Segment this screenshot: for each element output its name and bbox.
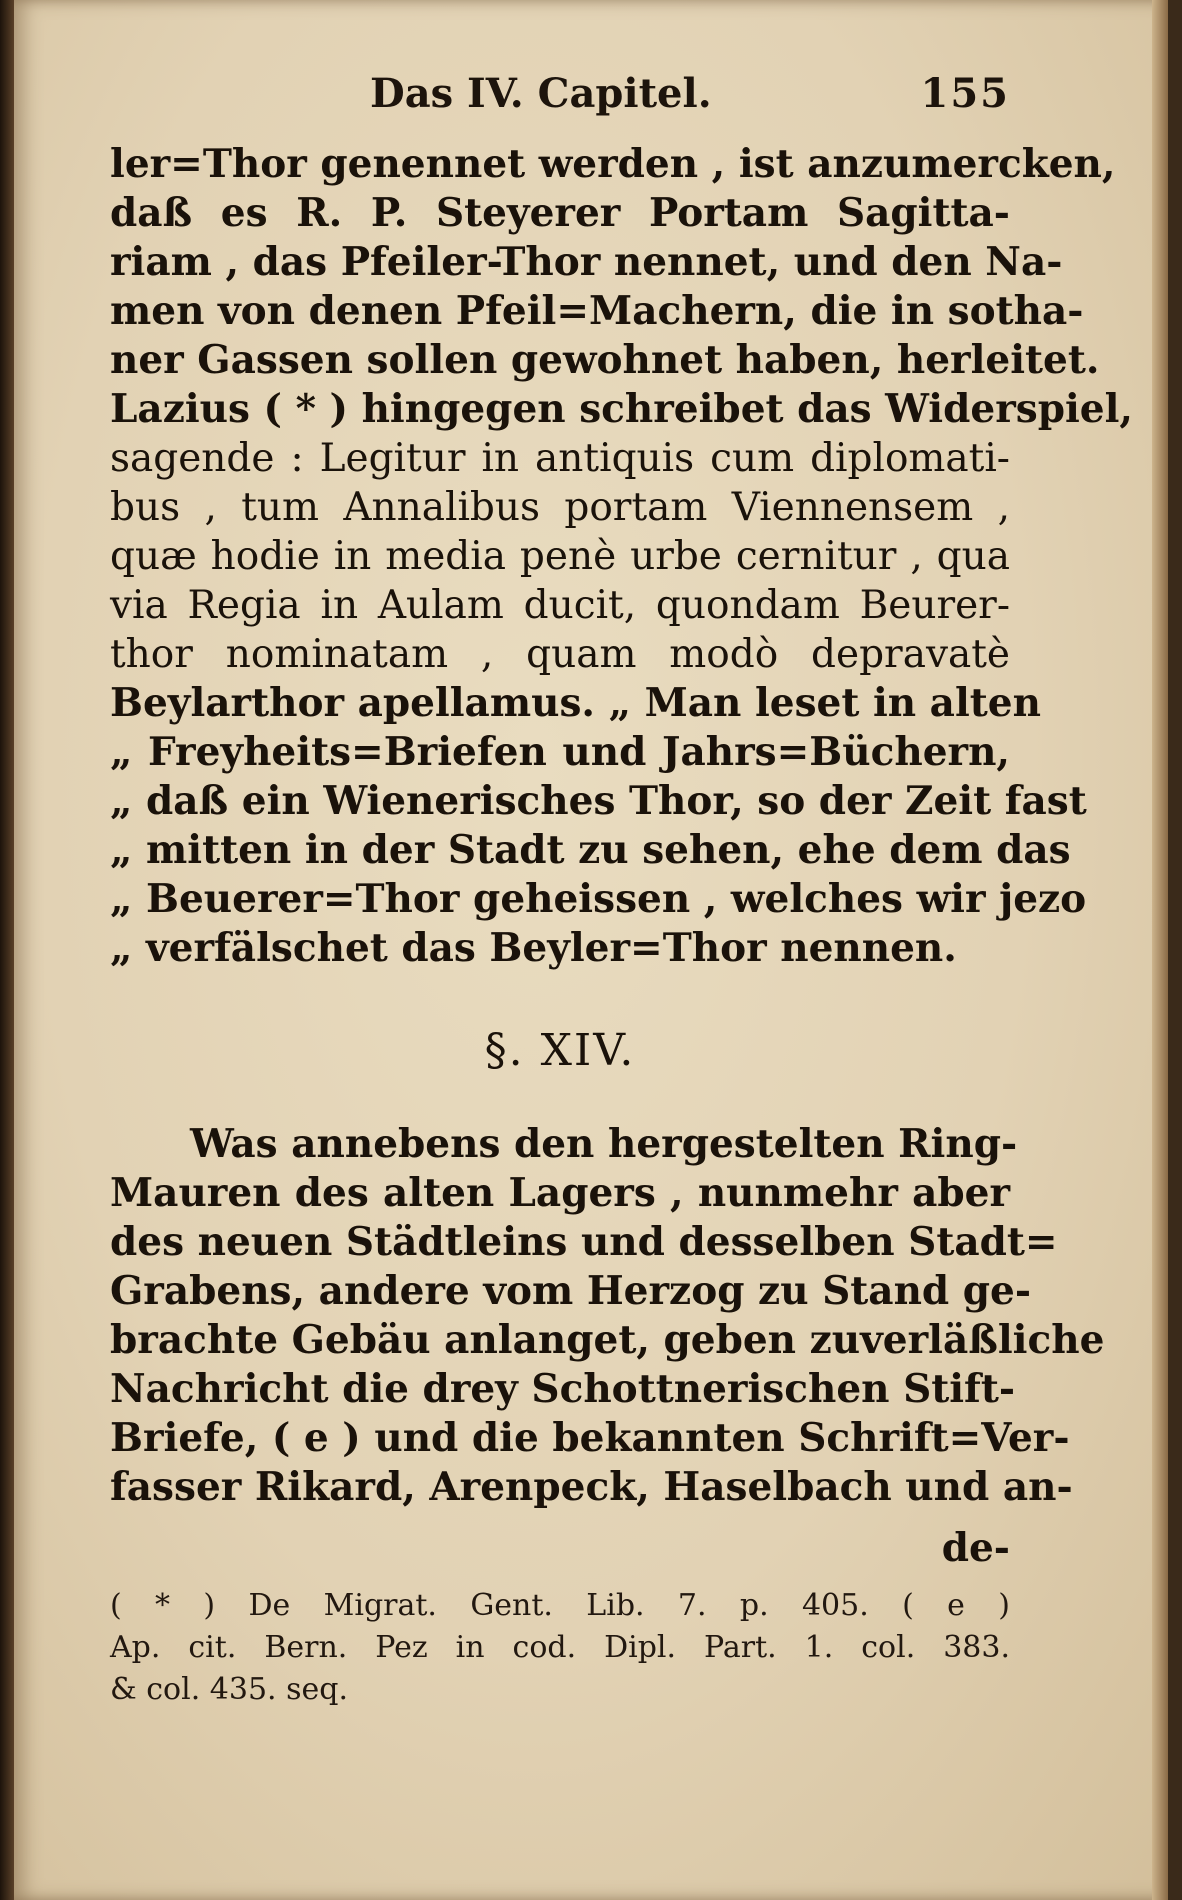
- text-line: ler=Thor genennet werden , ist anzumercken,: [110, 141, 1116, 187]
- text-line: sagende : Legitur in antiquis cum diplomati-: [110, 436, 1010, 481]
- text-line: bus , tum Annalibus portam Viennensem ,: [110, 485, 1010, 530]
- paragraph-2: [110, 1120, 1105, 1512]
- text-line: „ Freyheits=Briefen und Jahrs=Büchern,: [110, 729, 1010, 775]
- text-line: „ Beuerer=Thor geheissen , welches wir jezo: [110, 876, 1087, 922]
- text-line: daß es R. P. Steyerer Portam Sagitta-: [110, 190, 1010, 236]
- text-line: riam , das Pfeiler-Thor nennet, und den Na-: [110, 239, 1063, 285]
- text-line: „ verfälschet das Beyler=Thor nennen.: [110, 925, 957, 971]
- text-line: ner Gassen sollen gewohnet haben, herleitet.: [110, 337, 1100, 383]
- text-line: Was annebens den hergestelten Ring-: [190, 1121, 1018, 1167]
- text-line: fasser Rikard, Arenpeck, Haselbach und an-: [110, 1464, 1073, 1510]
- footnote-line: ( * ) De Migrat. Gent. Lib. 7. p. 405. ( e ): [110, 1588, 1010, 1623]
- section-heading: §. XIV.: [484, 1025, 636, 1076]
- text-line: Mauren des alten Lagers , nunmehr aber: [110, 1170, 1010, 1216]
- text-line: men von denen Pfeil=Machern, die in sotha-: [110, 288, 1084, 334]
- footnotes: [110, 1585, 1010, 1711]
- page-number: 155: [920, 70, 1010, 117]
- text-line: via Regia in Aulam ducit, quondam Beurer-: [110, 583, 1010, 628]
- text-line: Grabens, andere vom Herzog zu Stand ge-: [110, 1268, 1032, 1314]
- text-line: brachte Gebäu anlanget, geben zuverläßliche: [110, 1317, 1105, 1363]
- book-gutter: [0, 0, 14, 1900]
- chapter-title: Das IV. Capitel.: [370, 70, 712, 117]
- text-line: quæ hodie in media penè urbe cernitur , qua: [110, 534, 1010, 579]
- text-line: des neuen Städtleins und desselben Stadt=: [110, 1219, 1058, 1265]
- page-edge: [1152, 0, 1168, 1900]
- footnote-line: & col. 435. seq.: [110, 1672, 348, 1707]
- text-line: „ daß ein Wienerisches Thor, so der Zeit fast: [110, 778, 1087, 824]
- paragraph-1: [110, 140, 1133, 973]
- footnote-line: Ap. cit. Bern. Pez in cod. Dipl. Part. 1. col. 383.: [110, 1630, 1010, 1665]
- catchword: de-: [941, 1525, 1010, 1571]
- text-line: Beylarthor apellamus. „ Man leset in alten: [110, 680, 1041, 726]
- text-line: thor nominatam , quam modò depravatè: [110, 632, 1010, 677]
- text-line: Briefe, ( e ) und die bekannten Schrift=Ver-: [110, 1415, 1070, 1461]
- text-line: Lazius ( * ) hingegen schreibet das Widerspiel,: [110, 386, 1133, 432]
- text-line: Nachricht die drey Schottnerischen Stift-: [110, 1366, 1016, 1412]
- text-line: „ mitten in der Stadt zu sehen, ehe dem das: [110, 827, 1071, 873]
- running-header: [370, 70, 1010, 130]
